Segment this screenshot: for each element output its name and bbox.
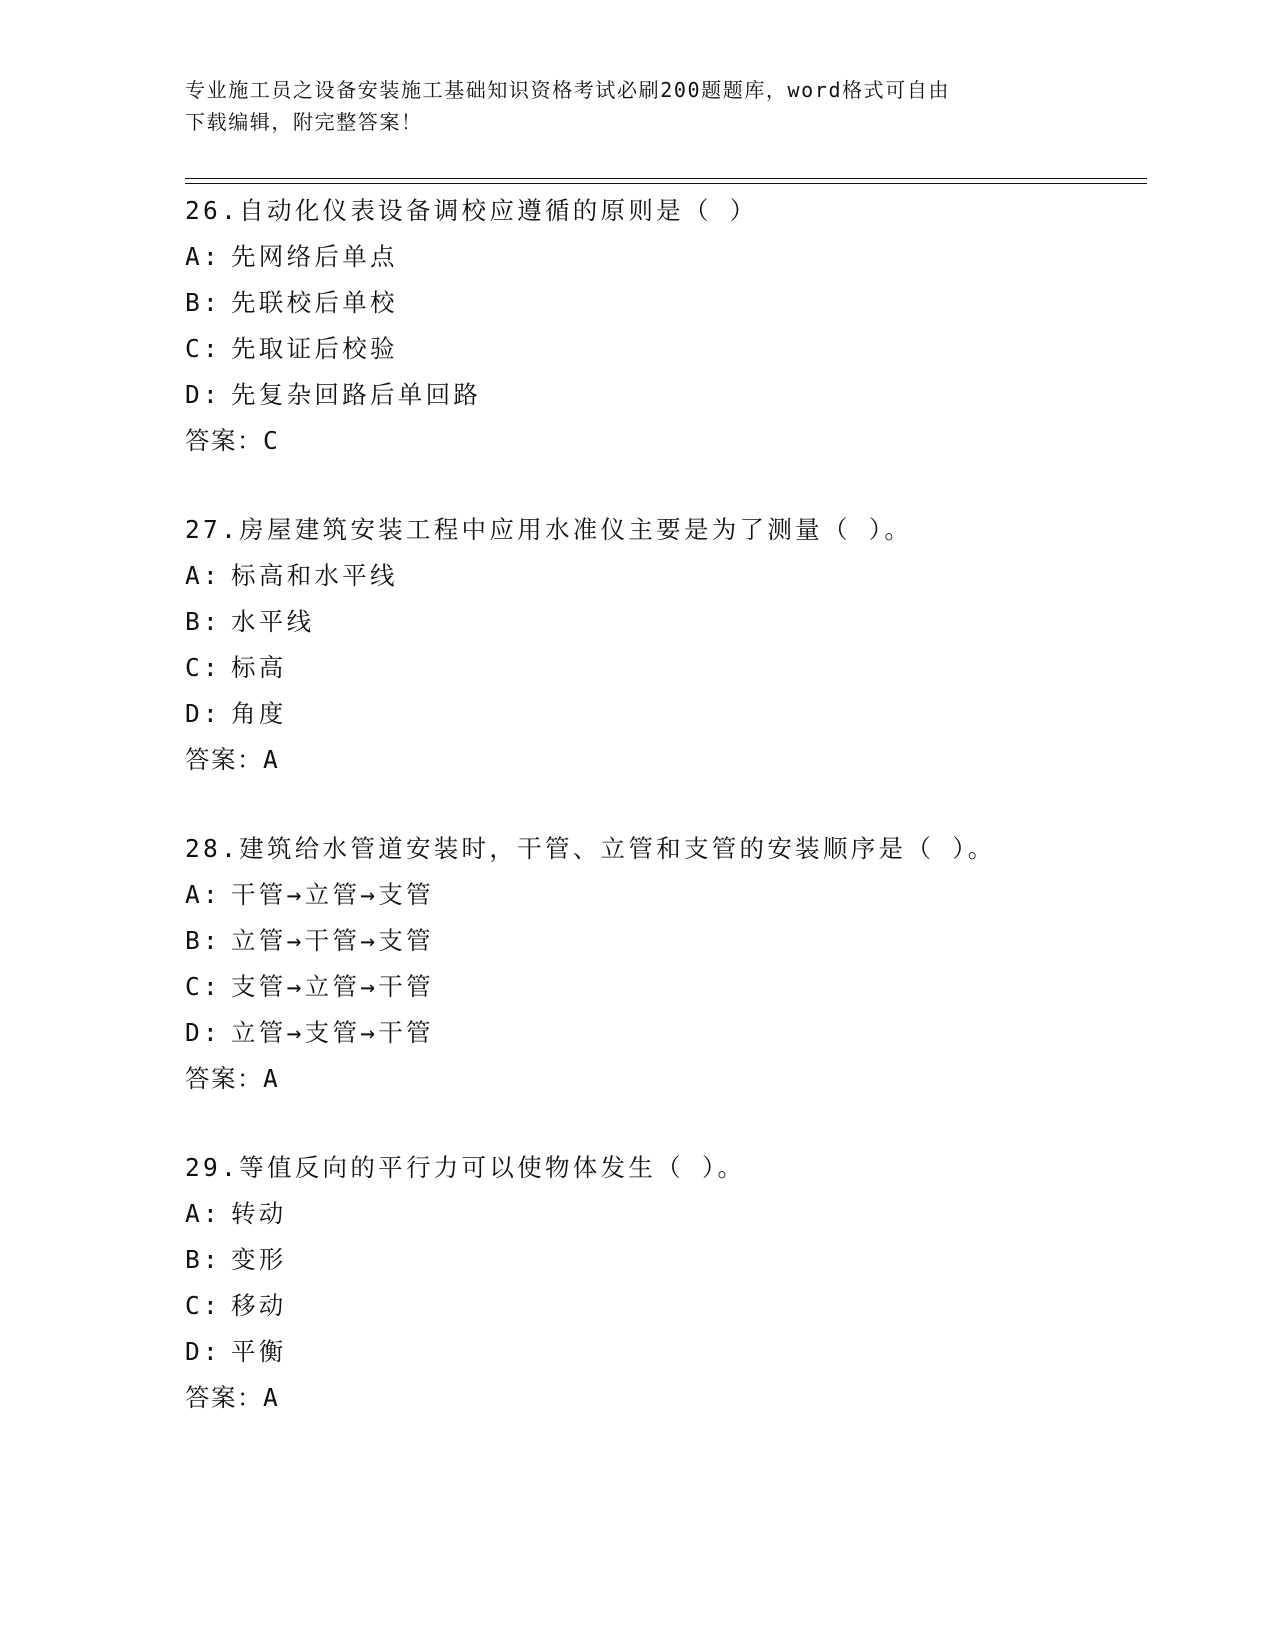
- answer-line: 答案：A: [185, 745, 280, 774]
- option-text: 立管→干管→支管: [231, 926, 434, 955]
- option-key: A:: [185, 242, 222, 271]
- option-key: B:: [185, 1245, 222, 1274]
- option-key: D:: [185, 1337, 222, 1366]
- option-a: [185, 234, 1125, 280]
- option-d: [185, 691, 1125, 737]
- option-key: A:: [185, 561, 222, 590]
- document-header: [185, 74, 1065, 138]
- option-key: D:: [185, 699, 222, 728]
- option-c: [185, 645, 1125, 691]
- option-b: [185, 280, 1125, 326]
- question-stem: 29.等值反向的平行力可以使物体发生（ ）。: [185, 1153, 746, 1182]
- header-divider-bottom: [185, 183, 1147, 184]
- option-key: A:: [185, 1199, 222, 1228]
- option-a: [185, 553, 1125, 599]
- option-text: 角度: [231, 699, 287, 728]
- option-text: 标高: [231, 653, 287, 682]
- option-b: [185, 918, 1125, 964]
- option-text: 转动: [231, 1199, 287, 1228]
- option-text: 先网络后单点: [231, 242, 398, 271]
- option-text: 支管→立管→干管: [231, 972, 434, 1001]
- option-key: D:: [185, 1018, 222, 1047]
- header-title-line-2: 下载编辑，附完整答案！: [185, 110, 423, 134]
- option-text: 平衡: [231, 1337, 287, 1366]
- option-key: C:: [185, 972, 222, 1001]
- question-stem: 26.自动化仪表设备调校应遵循的原则是（ ）: [185, 196, 758, 225]
- answer-line: 答案：A: [185, 1064, 280, 1093]
- option-a: [185, 872, 1125, 918]
- option-a: [185, 1191, 1125, 1237]
- option-key: A:: [185, 880, 222, 909]
- option-d: [185, 372, 1125, 418]
- option-c: [185, 326, 1125, 372]
- option-c: [185, 1283, 1125, 1329]
- question-block-28: [185, 826, 1125, 1102]
- option-text: 先联校后单校: [231, 288, 398, 317]
- option-b: [185, 1237, 1125, 1283]
- option-key: B:: [185, 607, 222, 636]
- question-block-29: [185, 1145, 1125, 1421]
- header-divider-top: [185, 178, 1147, 179]
- option-text: 立管→支管→干管: [231, 1018, 434, 1047]
- option-b: [185, 599, 1125, 645]
- option-key: C:: [185, 1291, 222, 1320]
- option-key: B:: [185, 926, 222, 955]
- option-d: [185, 1010, 1125, 1056]
- option-text: 干管→立管→支管: [231, 880, 434, 909]
- answer-line: 答案：A: [185, 1383, 280, 1412]
- option-text: 变形: [231, 1245, 287, 1274]
- answer-line: 答案：C: [185, 426, 280, 455]
- option-text: 先复杂回路后单回路: [231, 380, 482, 409]
- question-block-27: [185, 507, 1125, 783]
- question-block-26: [185, 188, 1125, 464]
- option-d: [185, 1329, 1125, 1375]
- option-text: 标高和水平线: [231, 561, 398, 590]
- option-key: D:: [185, 380, 222, 409]
- option-key: C:: [185, 653, 222, 682]
- option-c: [185, 964, 1125, 1010]
- option-key: B:: [185, 288, 222, 317]
- question-stem: 27.房屋建筑安装工程中应用水准仪主要是为了测量（ ）。: [185, 515, 913, 544]
- question-stem: 28.建筑给水管道安装时，干管、立管和支管的安装顺序是（ ）。: [185, 834, 996, 863]
- option-key: C:: [185, 334, 222, 363]
- option-text: 移动: [231, 1291, 287, 1320]
- header-title-line-1: 专业施工员之设备安装施工基础知识资格考试必刷200题题库，word格式可自由: [185, 78, 951, 102]
- option-text: 水平线: [231, 607, 315, 636]
- option-text: 先取证后校验: [231, 334, 398, 363]
